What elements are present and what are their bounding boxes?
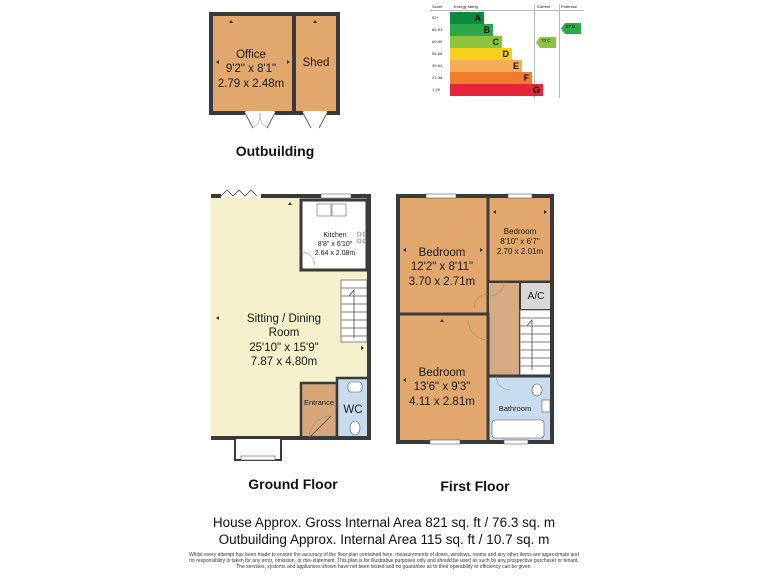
- office-imperial: 9'2" x 8'1": [225, 63, 277, 76]
- bedroom1-name: Bedroom: [418, 247, 466, 259]
- disclaimer-line2: no responsibility is taken for any error, omission, or mis-statement. This plan is for illustrative purposes only and should be used as such by any prospective purchaser or tenant.: [189, 558, 579, 564]
- bedroom2-metric: 2.70 x 2.01m: [496, 247, 544, 256]
- bedroom3-imperial: 13'6" x 9'3": [413, 381, 471, 394]
- sitting-room: [232, 312, 336, 370]
- epc-header-current: Current: [537, 4, 551, 9]
- epc-band-range: 1-20: [432, 87, 441, 92]
- epc-band-range: 69-80: [432, 39, 443, 44]
- kitchen-metric: 2.64 x 2.08m: [314, 249, 356, 257]
- bedroom2-name: Bedroom: [503, 227, 537, 236]
- sitting-name-line2: Room: [268, 327, 300, 340]
- disclaimer-line1: Whilst every attempt has been made to ensure the accuracy of the floor plan contained here, measurements of doors, windows, rooms and any other items are approximate and: [189, 552, 579, 558]
- disclaimer-line3: The services, systems and appliances shown have not been tested and no guarantee as to their operability or efficiency can be given.: [236, 564, 532, 570]
- sitting-metric: 7.87 x 4.80m: [250, 356, 318, 369]
- bathroom-room: [492, 404, 538, 413]
- kitchen-name: Kitchen: [323, 232, 347, 239]
- kitchen-room: [305, 232, 365, 258]
- kitchen-imperial: 8'8" x 6'10": [317, 240, 353, 248]
- bathroom-name: Bathroom: [498, 404, 532, 413]
- epc-potential-value: 87 B: [566, 24, 576, 29]
- first-floor-title: First Floor: [440, 478, 510, 494]
- outbuilding-area: Outbuilding Approx. Internal Area 115 sq. ft / 10.7 sq. m: [218, 532, 550, 547]
- sitting-name-line1: Sitting / Dining: [246, 313, 322, 325]
- epc-header-potential: Potential: [561, 4, 577, 9]
- entrance-room: [300, 398, 338, 407]
- wc-room: [337, 403, 369, 417]
- shed-room: [296, 56, 336, 70]
- epc-band-range: 55-68: [432, 51, 443, 56]
- outbuilding-title: Outbuilding: [235, 143, 315, 159]
- wc-name: WC: [343, 404, 363, 416]
- bedroom3-metric: 4.11 x 2.81m: [409, 395, 475, 408]
- ac-room: [520, 291, 552, 304]
- epc-band-b: B: [450, 24, 493, 36]
- epc-band-d: D: [450, 48, 512, 60]
- bedroom3-room: [400, 366, 484, 409]
- epc-header-rating: Energy rating: [454, 4, 478, 9]
- entrance-name: Entrance: [303, 398, 335, 407]
- bedroom2-imperial: 8'10" x 6'7": [500, 237, 540, 246]
- bedroom1-metric: 3.70 x 2.71m: [408, 275, 476, 288]
- bedroom3-name: Bedroom: [418, 367, 466, 379]
- house-area: House Approx. Gross Internal Area 821 sq. ft / 76.3 sq. m: [212, 515, 556, 530]
- epc-band-a: A: [450, 12, 484, 24]
- bedroom1-room: [400, 246, 484, 289]
- epc-band-c: C: [450, 36, 502, 48]
- epc-band-e: E: [450, 60, 522, 72]
- epc-band-range: 81-91: [432, 27, 443, 32]
- epc-chart: [430, 4, 584, 98]
- office-room: [210, 48, 292, 91]
- epc-current-value: 70 C: [541, 38, 551, 43]
- epc-band-range: 92+: [432, 15, 439, 20]
- shed-name: Shed: [302, 57, 330, 69]
- ac-name: A/C: [527, 291, 545, 302]
- epc-current-arrow: [536, 35, 556, 46]
- epc-band-g: G: [450, 84, 543, 96]
- epc-header-score: Score: [432, 4, 443, 9]
- office-name: Office: [236, 49, 266, 61]
- epc-divider-2: [559, 4, 560, 98]
- bedroom2-room: [490, 227, 550, 257]
- sitting-imperial: 25'10" x 15'9": [249, 341, 319, 354]
- office-metric: 2.79 x 2.48m: [217, 77, 285, 90]
- bedroom1-imperial: 12'2" x 8'11": [410, 261, 474, 274]
- ground-floor-title: Ground Floor: [248, 476, 338, 492]
- epc-band-f: F: [450, 72, 532, 84]
- epc-band-range: 21-38: [432, 75, 443, 80]
- epc-potential-arrow: [561, 21, 581, 32]
- epc-band-range: 39-54: [432, 63, 443, 68]
